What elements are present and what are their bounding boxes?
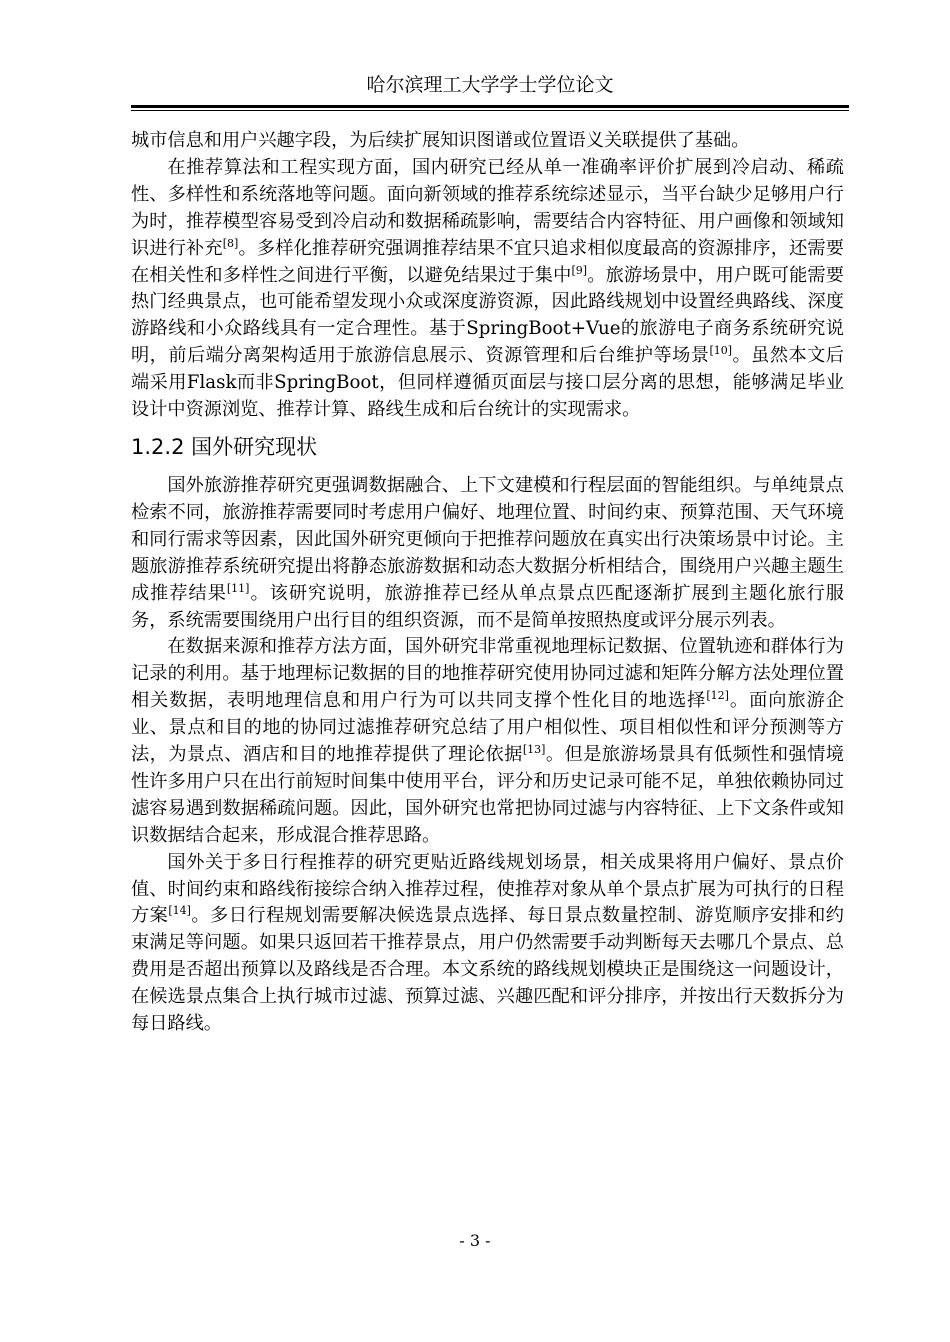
paragraph-multiday-itinerary [131,850,844,1038]
paragraph-domestic-algorithms [131,155,844,424]
citation-13: [13] [522,742,546,756]
paragraph-continuation [131,128,844,155]
paragraph-text: 。但是旅游场景具有低频性和强情境性许多用户只在出行前短时间集中使用平台，评分和历史记录可能不足，单独依赖协同过滤容易遇到数据稀疏问题。因此，国外研究也常把协同过滤与内容特征、上下文条件或知识数据结合起来，形成混合推荐思路。 [131,744,844,846]
paragraph-text: 国外旅游推荐研究更强调数据融合、上下文建模和行程层面的智能组织。与单纯景点检索不同，旅游推荐需要同时考虑用户偏好、地理位置、时间约束、预算范围、天气环境和同行需求等因素，因此国外研究更倾向于把推荐问题放在真实出行决策场景中讨论。主题旅游推荐系统研究提出将静态旅游数据和动态大数据分析相结合，围绕用户兴趣主题生成推荐结果 [131,474,844,604]
paragraph-text: 。虽然本文后端采用Flask而非SpringBoot，但同样遵循页面层与接口层分离的思想，能够满足毕业设计中资源浏览、推荐计算、路线生成和后台统计的实现需求。 [131,345,844,421]
page-number: - 3 - [459,1231,491,1250]
paragraph-text: 。多日行程规划需要解决候选景点选择、每日景点数量控制、游览顺序安排和约束满足等问题。如果只返回若干推荐景点，用户仍然需要手动判断每天去哪几个景点、总费用是否超出预算以及路线是否合理。本文系统的路线规划模块正是围绕这一问题设计，在候选景点集合上执行城市过滤、预算过滤、兴趣匹配和评分排序，并按出行天数拆分为每日路线。 [131,905,844,1035]
header-rule-thin [131,110,849,111]
paragraph-text: 在数据来源和推荐方法方面，国外研究非常重视地理标记数据、位置轨迹和群体行为记录的利用。基于地理标记数据的目的地推荐研究使用协同过滤和矩阵分解方法处理位置相关数据，表明地理信息和用户行为可以共同支撑个性化目的地选择 [131,636,844,712]
paragraph-foreign-overview [131,473,844,634]
citation-11: [11] [226,581,250,595]
citation-12: [12] [706,689,729,703]
paragraph-text: 国外关于多日行程推荐的研究更贴近路线规划场景，相关成果将用户偏好、景点价值、时间约束和路线衔接综合纳入推荐过程，使推荐对象从单个景点扩展为可执行的日程方案 [131,851,844,927]
citation-8: [8] [222,236,239,250]
page-header-title: 哈尔滨理工大学学士学位论文 [366,74,614,96]
citation-14: [14] [168,904,191,918]
paragraph-text: 。旅游场景中，用户既可能需要热门经典景点，也可能希望发现小众或深度游资源，因此路线规划中设置经典路线、深度游路线和小众路线具有一定合理性。基于SpringBoot+Vue的旅游电子商务系统研究说明，前后端分离架构适用于旅游信息展示、资源管理和后台维护等场景 [131,264,844,367]
paragraph-text: 。多样化推荐研究强调推荐结果不宜只追求相似度最高的资源排序，还需要在相关性和多样性之间进行平衡，以避免结果过于集中 [131,237,844,286]
paragraph-text: 城市信息和用户兴趣字段，为后续扩展知识图谱或位置语义关联提供了基础。 [131,130,750,151]
paragraph-text: 。面向旅游企业、景点和目的地的协同过滤推荐研究总结了用户相似性、项目相似性和评分预测等方法，为景点、酒店和目的地推荐提供了理论依据 [131,690,844,766]
paragraph-text: 。该研究说明，旅游推荐已经从单点景点匹配逐渐扩展到主题化旅行服务，系统需要围绕用户出行目的组织资源，而不是简单按照热度或评分展示列表。 [131,582,844,631]
page-body [131,128,844,1038]
section-heading: 1.2.2 国外研究现状 [131,434,318,459]
paragraph-text: 在推荐算法和工程实现方面，国内研究已经从单一准确率评价扩展到冷启动、稀疏性、多样性和系统落地等问题。面向新领域的推荐系统综述显示，当平台缺少足够用户行为时，推荐模型容易受到冷启动和数据稀疏影响，需要结合内容特征、用户画像和领域知识进行补充 [131,156,844,259]
header-rule [131,105,849,108]
citation-10: [10] [709,344,733,358]
paragraph-foreign-data-methods [131,634,844,849]
citation-9: [9] [571,263,588,277]
